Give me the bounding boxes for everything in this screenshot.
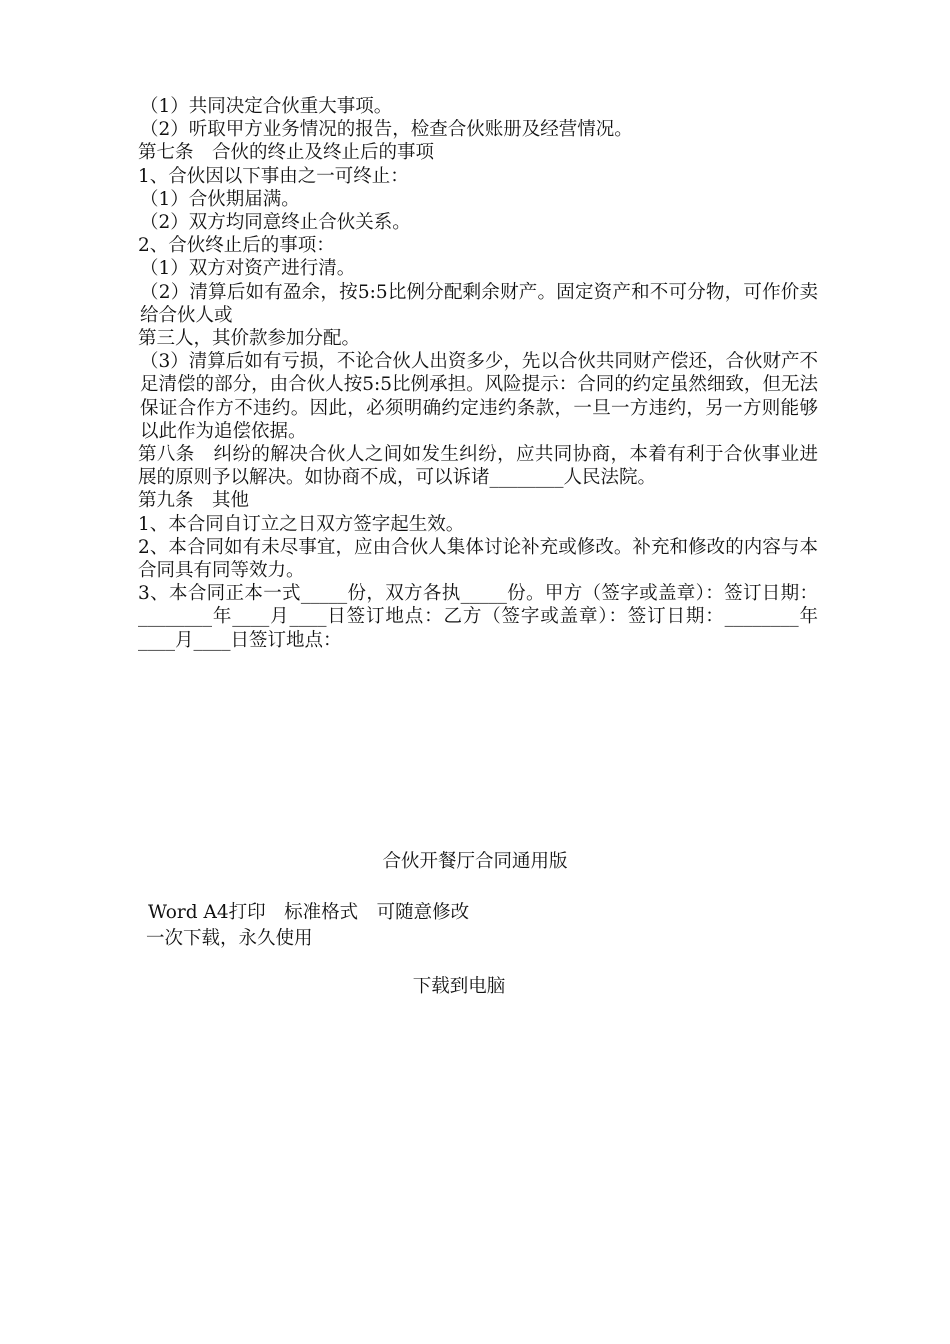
promo-feature-line: Word A4打印 标准格式 可随意修改 — [148, 902, 470, 923]
paragraph: 2、本合同如有未尽事宜，应由合伙人集体讨论补充或修改。补充和修改的内容与本合同具有同等效力。 — [138, 536, 818, 582]
paragraph: （2）听取甲方业务情况的报告，检查合伙账册及经营情况。 — [140, 119, 633, 141]
paragraph: （2）双方均同意终止合伙关系。 — [140, 212, 411, 234]
paragraph: （2）清算后如有盈余，按5:5比例分配剩余财产。固定资产和不可分物，可作价卖给合伙人或 — [140, 281, 818, 326]
article-heading: 第八条 纠纷的解决合伙人之间如发生纠纷，应共同协商，本着有利于合伙事业进展的原则予以解决。如协商不成，可以诉诸________人民法院。 — [138, 444, 818, 489]
paragraph: （1）双方对资产进行清。 — [140, 258, 356, 280]
promo-title: 合伙开餐厅合同通用版 — [382, 851, 568, 872]
article-heading: 第七条 合伙的终止及终止后的事项 — [138, 142, 435, 164]
promo-feature-line: 一次下载，永久使用 — [146, 928, 313, 949]
paragraph: （1）共同决定合伙重大事项。 — [140, 96, 393, 117]
paragraph: 1、合伙因以下事由之一可终止： — [138, 165, 409, 187]
article-heading: 第九条 其他 — [138, 490, 250, 512]
paragraph: 3、本合同正本一式_____份，双方各执_____份。甲方（签字或盖章）：签订日期：________年____月____日签订地点：乙方（签字或盖章）：签订日期：________年____月____日签订地点： — [138, 583, 818, 651]
paragraph: 2、合伙终止后的事项： — [138, 235, 335, 257]
download-link[interactable]: 下载到电脑 — [412, 976, 506, 997]
paragraph: 1、本合同自订立之日双方签字起生效。 — [138, 513, 465, 535]
contract-body — [138, 95, 818, 652]
paragraph: 第三人，其价款参加分配。 — [138, 328, 361, 350]
paragraph: （1）合伙期届满。 — [140, 188, 300, 210]
paragraph: （3）清算后如有亏损，不论合伙人出资多少，先以合伙共同财产偿还，合伙财产不足清偿的部分，由合伙人按5:5比例承担。风险提示：合同的约定虽然细致，但无法保证合作方不违约。因此，必须明确约定违约条款，一旦一方违约，另一方则能够以此作为追偿依据。 — [140, 351, 818, 442]
